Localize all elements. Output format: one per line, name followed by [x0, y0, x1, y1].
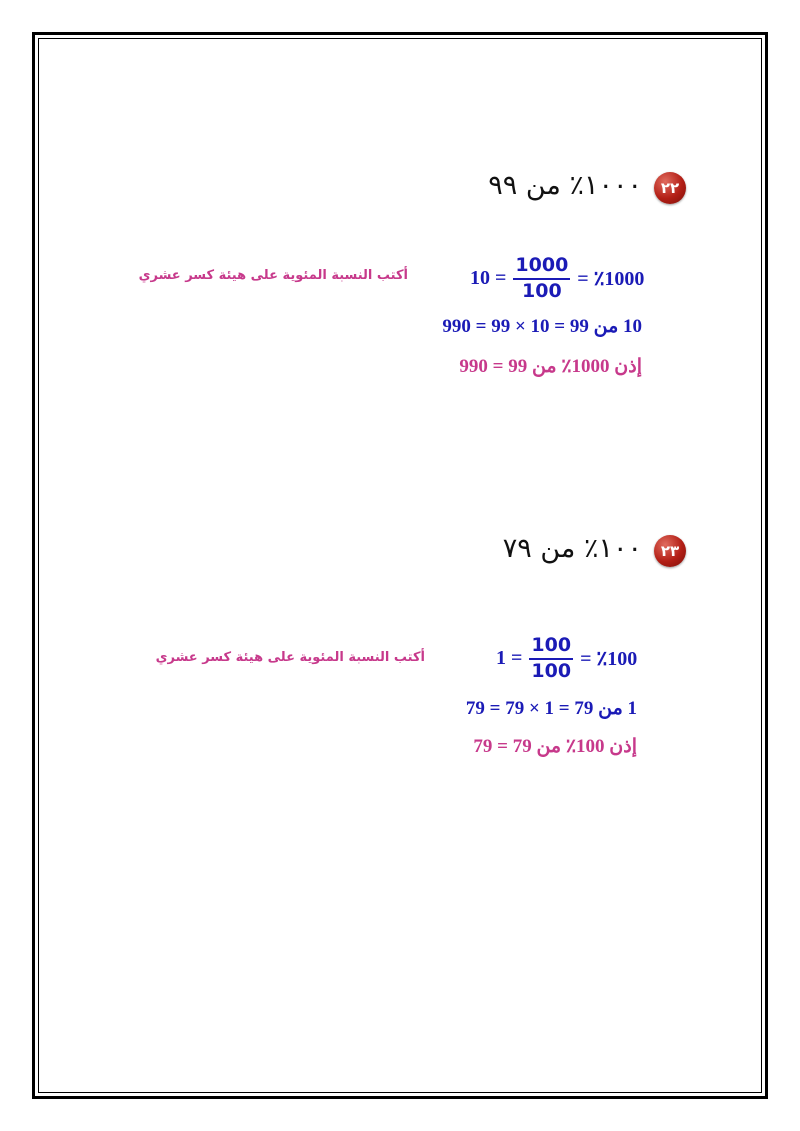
fraction-numerator: 100	[529, 636, 573, 660]
problem-title: ١٠٠٠٪ من ٩٩	[488, 170, 642, 201]
percent-to-fraction-equation	[470, 256, 644, 302]
fraction-denominator: 100	[522, 279, 562, 302]
equation-left: 1 =	[496, 647, 523, 670]
page-border-inner	[38, 38, 762, 1093]
fraction	[529, 636, 573, 682]
result-line: إذن 100٪ من 79 = 79	[473, 736, 637, 757]
fraction-denominator: 100	[531, 659, 572, 682]
problem-number-badge: ٢٢	[654, 172, 686, 204]
equation-left: 10 =	[470, 267, 507, 290]
equation-right: = ٪1000	[577, 268, 645, 291]
calculation-step: 1 من 79 = 1 × 79 = 79	[465, 698, 637, 719]
calculation-step: 10 من 99 = 10 × 99 = 990	[442, 316, 642, 337]
hint-text: أكتب النسبة المئوية على هيئة كسر عشري	[155, 650, 425, 665]
result-line: إذن 1000٪ من 99 = 990	[459, 356, 642, 377]
equation-right: = ٪100	[580, 648, 638, 671]
fraction-numerator: 1000	[513, 256, 570, 280]
problem-number-badge: ٢٣	[654, 535, 686, 567]
percent-to-fraction-equation	[496, 636, 637, 682]
fraction	[513, 256, 570, 302]
hint-text: أكتب النسبة المئوية على هيئة كسر عشري	[138, 268, 408, 283]
problem-title: ١٠٠٪ من ٧٩	[502, 533, 642, 564]
